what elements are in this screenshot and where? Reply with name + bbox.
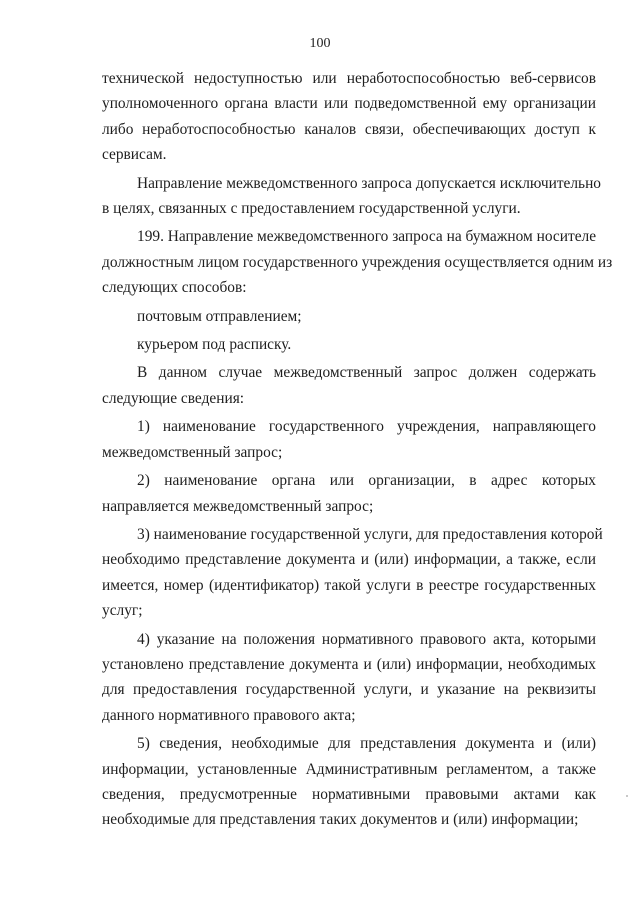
document-body: [102, 66, 613, 836]
paragraph: [102, 468, 596, 519]
text-line: для предоставления государственной услуги, и указание на реквизиты: [102, 681, 596, 699]
text-line: межведомственный запрос;: [102, 443, 283, 461]
text-line: сервисам.: [102, 146, 167, 164]
paragraph: [102, 304, 596, 329]
text-line: следующих способов:: [102, 279, 247, 297]
text-line: направляется межведомственный запрос;: [102, 497, 374, 515]
text-line: 2) наименование органа или организации, в адрес которых: [137, 472, 596, 490]
paragraph: [102, 731, 596, 833]
page-number: 100: [309, 36, 331, 51]
text-line: необходимые для представления таких документов и (или) информации;: [102, 811, 579, 829]
scan-artifact: [626, 795, 628, 797]
text-line: 199. Направление межведомственного запроса на бумажном носителе: [137, 228, 597, 246]
text-line: данного нормативного правового акта;: [102, 706, 356, 724]
text-line: либо неработоспособностью каналов связи, обеспечивающих доступ к: [102, 120, 596, 138]
text-line: 5) сведения, необходимые для представления документа и (или): [137, 735, 596, 753]
paragraph: [102, 224, 613, 300]
text-line: уполномоченного органа власти или подведомственной ему организации: [102, 95, 596, 113]
text-line: установлено представление документа и (или) информации, необходимых: [102, 655, 596, 673]
text-line: технической недоступностью или неработоспособностью веб-сервисов: [102, 70, 596, 87]
text-line: должностным лицом государственного учреждения осуществляется одним из: [102, 253, 613, 271]
text-line: имеется, номер (идентификатор) такой услуги в реестре государственных: [102, 576, 596, 594]
paragraph: [102, 627, 596, 729]
text-line: услуг;: [102, 602, 143, 620]
text-line: 1) наименование государственного учреждения, направляющего: [137, 418, 596, 436]
text-line: следующие сведения:: [102, 389, 245, 407]
text-line: В данном случае межведомственный запрос должен содержать: [137, 364, 596, 382]
text-line: Направление межведомственного запроса допускается исключительно: [137, 174, 602, 192]
text-line: информации, установленные Административным регламентом, а также: [102, 760, 596, 778]
paragraph: [102, 332, 596, 357]
paragraph: [102, 360, 596, 411]
paragraph: [102, 414, 596, 465]
paragraph: [102, 66, 596, 168]
text-line: необходимо представление документа и (или) информации, а также, если: [102, 551, 596, 569]
text-line: сведения, предусмотренные нормативными правовыми актами как: [102, 785, 596, 803]
paragraph: [102, 522, 603, 624]
paragraph: [102, 171, 602, 222]
text-line: в целях, связанных с предоставлением государственной услуги.: [102, 200, 521, 218]
text-line: курьером под расписку.: [137, 336, 292, 354]
text-line: 3) наименование государственной услуги, для предоставления которой: [137, 525, 603, 543]
text-line: 4) указание на положения нормативного правового акта, которыми: [137, 630, 596, 648]
text-line: почтовым отправлением;: [137, 307, 302, 325]
